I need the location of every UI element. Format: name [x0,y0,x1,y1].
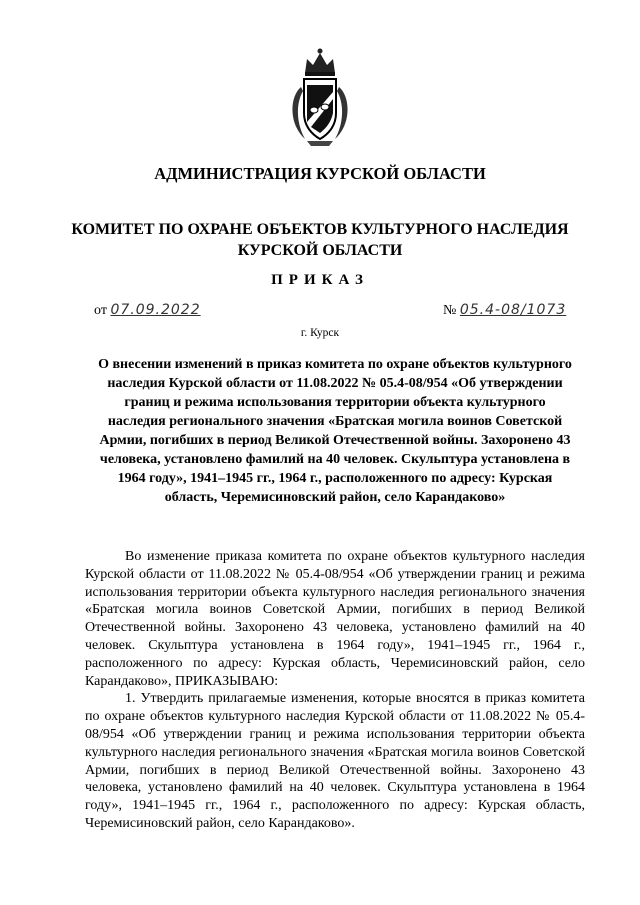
coat-of-arms-icon [287,47,353,147]
committee-title [0,219,640,261]
document-subject: О внесении изменений в приказ комитета по охране объектов культурного наследия Курской области от 11.08.2022 № 05.4-08/954 «Об утверждении границ и режима использования территории объекта культурного наследия регионального значения «Братская могила воинов Советской Армии, погибших в период Великой Отечественной войны. Захоронено 43 человека, установлено фамилий на 40 человек. Скульптура установлена в 1964 году», 1941–1945 гг., 1964 г., расположенного по адресу: Курская область, Черемисиновский район, село Карандаково» [98,357,572,505]
number-prefix: № [443,303,457,318]
date-line [94,302,201,319]
document-body [85,548,585,833]
date-prefix: от [94,303,107,318]
committee-title-line2: КУРСКОЙ ОБЛАСТИ [237,242,403,259]
document-date: 07.09.2022 [110,302,201,318]
administration-title: АДМИНИСТРАЦИЯ КУРСКОЙ ОБЛАСТИ [154,164,486,183]
document-number: 05.4-08/1073 [459,302,567,318]
body-paragraph-2: 1. Утвердить прилагаемые изменения, которые вносятся в приказ комитета по охране объектов культурного наследия Курской области от 11.08.2022 № 05.4-08/954 «Об утверждении границ и режима использования территории объекта культурного наследия регионального значения «Братская могила воинов Советской Армии, погибших в период Великой Отечественной войны. Захоронено 43 человека, установлено фамилий на 40 человек. Скульптура установлена в 1964 году», 1941–1945 гг., 1964 г., расположенного по адресу: Курская область, Черемисиновский район, село Карандаково». [85,691,585,831]
number-line [443,302,566,319]
body-paragraph-1: Во изменение приказа комитета по охране объектов культурного наследия Курской области от 11.08.2022 № 05.4-08/954 «Об утверждении границ и режима использования территории объекта культурного наследия регионального значения «Братская могила воинов Советской Армии, погибших в период Великой Отечественной войны. Захоронено 43 человека, установлено фамилий на 40 человек. Скульптура установлена в 1964 году», 1941–1945 гг., 1964 г., расположенного по адресу: Курская область, Черемисиновский район, село Карандаково», ПРИКАЗЫВАЮ: [85,549,585,689]
document-type: ПРИКАЗ [271,272,369,288]
city: г. Курск [300,327,340,339]
committee-title-line1: КОМИТЕТ ПО ОХРАНЕ ОБЪЕКТОВ КУЛЬТУРНОГО НАСЛЕДИЯ [71,221,569,238]
